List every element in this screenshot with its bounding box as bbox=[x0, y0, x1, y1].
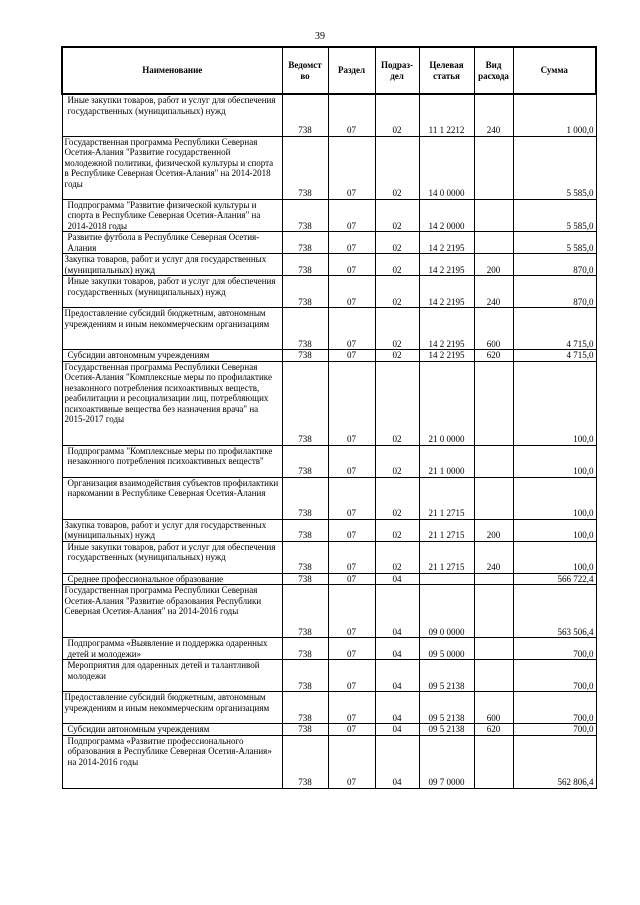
table-row bbox=[62, 519, 596, 541]
cell-name: Среднее профессиональное образование bbox=[62, 573, 282, 585]
cell-type bbox=[474, 445, 513, 477]
table-row bbox=[62, 232, 596, 254]
table-row bbox=[62, 350, 596, 362]
cell-target: 09 0 0000 bbox=[419, 585, 474, 638]
cell-section: 07 bbox=[328, 573, 375, 585]
cell-target: 21 1 2715 bbox=[419, 519, 474, 541]
page-number: 39 bbox=[315, 31, 325, 42]
cell-ministry: 738 bbox=[282, 573, 328, 585]
cell-sum: 100,0 bbox=[513, 445, 596, 477]
cell-name: Подпрограмма "Развитие физической культуры и спорта в Республике Северная Осетия-Алания" на 2014-2018 годы bbox=[62, 199, 282, 232]
cell-subsection: 02 bbox=[375, 232, 419, 254]
cell-name: Закупка товаров, работ и услуг для государственных (муниципальных) нужд bbox=[62, 254, 282, 276]
cell-name: Развитие футбола в Республике Северная Осетия-Алания bbox=[62, 232, 282, 254]
cell-subsection: 02 bbox=[375, 361, 419, 445]
table-row bbox=[62, 361, 596, 445]
header-subsection: Подраз- дел bbox=[375, 47, 419, 94]
cell-subsection: 04 bbox=[375, 660, 419, 692]
cell-target: 21 1 0000 bbox=[419, 445, 474, 477]
cell-name: Государственная программа Республики Северная Осетия-Алания "Развитие образования Республики Северная Осетия-Алания" на 2014-2016 годы bbox=[62, 585, 282, 638]
cell-target: 14 2 2195 bbox=[419, 232, 474, 254]
cell-type bbox=[474, 735, 513, 788]
cell-ministry: 738 bbox=[282, 94, 328, 136]
cell-ministry: 738 bbox=[282, 519, 328, 541]
table-row bbox=[62, 638, 596, 660]
cell-section: 07 bbox=[328, 519, 375, 541]
cell-sum: 700,0 bbox=[513, 724, 596, 736]
cell-section: 07 bbox=[328, 308, 375, 350]
cell-ministry: 738 bbox=[282, 350, 328, 362]
cell-sum: 700,0 bbox=[513, 638, 596, 660]
cell-sum: 563 506,4 bbox=[513, 585, 596, 638]
table-row bbox=[62, 136, 596, 199]
cell-section: 07 bbox=[328, 477, 375, 519]
cell-name: Подпрограмма «Развитие профессионального образования в Республике Северная Осетия-Алания» на 2014-2016 годы bbox=[62, 735, 282, 788]
header-section: Раздел bbox=[328, 47, 375, 94]
table-row bbox=[62, 724, 596, 736]
cell-section: 07 bbox=[328, 660, 375, 692]
cell-type: 600 bbox=[474, 308, 513, 350]
table-row bbox=[62, 585, 596, 638]
cell-subsection: 02 bbox=[375, 136, 419, 199]
cell-sum: 5 585,0 bbox=[513, 232, 596, 254]
cell-ministry: 738 bbox=[282, 361, 328, 445]
table-row bbox=[62, 573, 596, 585]
cell-ministry: 738 bbox=[282, 585, 328, 638]
cell-target: 11 1 2212 bbox=[419, 94, 474, 136]
cell-name: Иные закупки товаров, работ и услуг для обеспечения государственных (муниципальных) нужд bbox=[62, 94, 282, 136]
cell-sum: 700,0 bbox=[513, 692, 596, 724]
cell-sum: 870,0 bbox=[513, 276, 596, 308]
cell-target: 21 0 0000 bbox=[419, 361, 474, 445]
cell-name: Государственная программа Республики Северная Осетия-Алания "Развитие государственной молодежной политики, физической культуры и спорта в Республике Северная Осетия-Алания" на 2014-2018 годы bbox=[62, 136, 282, 199]
cell-subsection: 02 bbox=[375, 445, 419, 477]
cell-subsection: 04 bbox=[375, 735, 419, 788]
cell-sum: 100,0 bbox=[513, 519, 596, 541]
cell-section: 07 bbox=[328, 692, 375, 724]
cell-sum: 4 715,0 bbox=[513, 308, 596, 350]
cell-section: 07 bbox=[328, 350, 375, 362]
cell-ministry: 738 bbox=[282, 199, 328, 232]
cell-sum: 870,0 bbox=[513, 254, 596, 276]
cell-ministry: 738 bbox=[282, 735, 328, 788]
cell-target: 14 2 2195 bbox=[419, 308, 474, 350]
cell-type: 240 bbox=[474, 276, 513, 308]
cell-name: Организация взаимодействия субъектов профилактики наркомании в Республике Северная Осетия-Алания bbox=[62, 477, 282, 519]
cell-subsection: 04 bbox=[375, 573, 419, 585]
cell-type bbox=[474, 136, 513, 199]
cell-name: Предоставление субсидий бюджетным, автономным учреждениям и иным некоммерческим организациям bbox=[62, 692, 282, 724]
header-sum: Сумма bbox=[513, 47, 596, 94]
cell-subsection: 04 bbox=[375, 638, 419, 660]
cell-ministry: 738 bbox=[282, 308, 328, 350]
cell-type: 620 bbox=[474, 724, 513, 736]
cell-type: 240 bbox=[474, 541, 513, 573]
cell-section: 07 bbox=[328, 136, 375, 199]
table-row bbox=[62, 541, 596, 573]
cell-subsection: 04 bbox=[375, 724, 419, 736]
cell-sum: 100,0 bbox=[513, 361, 596, 445]
cell-type bbox=[474, 585, 513, 638]
cell-subsection: 02 bbox=[375, 254, 419, 276]
table-row bbox=[62, 199, 596, 232]
table-row bbox=[62, 477, 596, 519]
cell-name: Иные закупки товаров, работ и услуг для обеспечения государственных (муниципальных) нужд bbox=[62, 276, 282, 308]
cell-section: 07 bbox=[328, 232, 375, 254]
cell-target: 09 5 2138 bbox=[419, 724, 474, 736]
cell-section: 07 bbox=[328, 735, 375, 788]
cell-subsection: 02 bbox=[375, 519, 419, 541]
cell-type bbox=[474, 199, 513, 232]
cell-section: 07 bbox=[328, 276, 375, 308]
cell-sum: 700,0 bbox=[513, 660, 596, 692]
cell-name: Подпрограмма "Комплексные меры по профилактике незаконного потребления психоактивных веществ" bbox=[62, 445, 282, 477]
cell-target: 21 1 2715 bbox=[419, 477, 474, 519]
cell-ministry: 738 bbox=[282, 638, 328, 660]
cell-sum: 100,0 bbox=[513, 541, 596, 573]
cell-section: 07 bbox=[328, 445, 375, 477]
cell-ministry: 738 bbox=[282, 136, 328, 199]
cell-subsection: 04 bbox=[375, 692, 419, 724]
cell-target: 14 0 0000 bbox=[419, 136, 474, 199]
cell-subsection: 02 bbox=[375, 276, 419, 308]
cell-name: Предоставление субсидий бюджетным, автономным учреждениям и иным некоммерческим организациям bbox=[62, 308, 282, 350]
cell-target: 09 7 0000 bbox=[419, 735, 474, 788]
cell-target bbox=[419, 573, 474, 585]
cell-subsection: 02 bbox=[375, 350, 419, 362]
cell-ministry: 738 bbox=[282, 724, 328, 736]
cell-target: 14 2 0000 bbox=[419, 199, 474, 232]
cell-sum: 100,0 bbox=[513, 477, 596, 519]
cell-section: 07 bbox=[328, 585, 375, 638]
table-header-row bbox=[62, 47, 596, 94]
cell-target: 09 5 0000 bbox=[419, 638, 474, 660]
cell-section: 07 bbox=[328, 638, 375, 660]
table-row bbox=[62, 445, 596, 477]
cell-sum: 1 000,0 bbox=[513, 94, 596, 136]
cell-section: 07 bbox=[328, 361, 375, 445]
cell-subsection: 02 bbox=[375, 477, 419, 519]
cell-ministry: 738 bbox=[282, 254, 328, 276]
cell-name: Субсидии автономным учреждениям bbox=[62, 724, 282, 736]
cell-subsection: 02 bbox=[375, 199, 419, 232]
cell-type bbox=[474, 361, 513, 445]
cell-target: 14 2 2195 bbox=[419, 276, 474, 308]
cell-target: 21 1 2715 bbox=[419, 541, 474, 573]
cell-subsection: 02 bbox=[375, 94, 419, 136]
cell-target: 09 5 2138 bbox=[419, 692, 474, 724]
cell-target: 14 2 2195 bbox=[419, 350, 474, 362]
table-row bbox=[62, 254, 596, 276]
cell-type bbox=[474, 232, 513, 254]
cell-ministry: 738 bbox=[282, 477, 328, 519]
budget-table bbox=[61, 46, 597, 789]
cell-name: Закупка товаров, работ и услуг для государственных (муниципальных) нужд bbox=[62, 519, 282, 541]
table-row bbox=[62, 660, 596, 692]
cell-type: 600 bbox=[474, 692, 513, 724]
cell-type: 200 bbox=[474, 519, 513, 541]
cell-sum: 562 806,4 bbox=[513, 735, 596, 788]
cell-subsection: 04 bbox=[375, 585, 419, 638]
cell-name: Иные закупки товаров, работ и услуг для обеспечения государственных (муниципальных) нужд bbox=[62, 541, 282, 573]
cell-section: 07 bbox=[328, 199, 375, 232]
cell-type: 620 bbox=[474, 350, 513, 362]
cell-ministry: 738 bbox=[282, 541, 328, 573]
table-row bbox=[62, 94, 596, 136]
cell-type: 200 bbox=[474, 254, 513, 276]
cell-type bbox=[474, 638, 513, 660]
cell-sum: 5 585,0 bbox=[513, 199, 596, 232]
cell-name: Мероприятия для одаренных детей и талантливой молодежи bbox=[62, 660, 282, 692]
cell-ministry: 738 bbox=[282, 276, 328, 308]
cell-ministry: 738 bbox=[282, 232, 328, 254]
header-target: Целевая статья bbox=[419, 47, 474, 94]
cell-sum: 566 722,4 bbox=[513, 573, 596, 585]
cell-section: 07 bbox=[328, 724, 375, 736]
table-row bbox=[62, 308, 596, 350]
cell-ministry: 738 bbox=[282, 692, 328, 724]
table-row bbox=[62, 692, 596, 724]
cell-subsection: 02 bbox=[375, 541, 419, 573]
cell-target: 09 5 2138 bbox=[419, 660, 474, 692]
cell-type bbox=[474, 660, 513, 692]
cell-target: 14 2 2195 bbox=[419, 254, 474, 276]
cell-subsection: 02 bbox=[375, 308, 419, 350]
cell-name: Подпрограмма «Выявление и поддержка одаренных детей и молодежи» bbox=[62, 638, 282, 660]
cell-ministry: 738 bbox=[282, 660, 328, 692]
cell-section: 07 bbox=[328, 254, 375, 276]
cell-type bbox=[474, 477, 513, 519]
header-type: Вид расхода bbox=[474, 47, 513, 94]
table-row bbox=[62, 276, 596, 308]
cell-ministry: 738 bbox=[282, 445, 328, 477]
cell-sum: 4 715,0 bbox=[513, 350, 596, 362]
cell-type bbox=[474, 573, 513, 585]
table-row bbox=[62, 735, 596, 788]
cell-name: Субсидии автономным учреждениям bbox=[62, 350, 282, 362]
cell-section: 07 bbox=[328, 541, 375, 573]
cell-sum: 5 585,0 bbox=[513, 136, 596, 199]
cell-name: Государственная программа Республики Северная Осетия-Алания "Комплексные меры по профилактике незаконного потребления психоактивных веществ, реабилитации и ресоциализации лиц, потребляющих психоактивные вещества без назначения врача" на 2015-2017 годы bbox=[62, 361, 282, 445]
cell-section: 07 bbox=[328, 94, 375, 136]
header-name: Наименование bbox=[62, 47, 282, 94]
cell-type: 240 bbox=[474, 94, 513, 136]
header-ministry: Ведомст во bbox=[282, 47, 328, 94]
